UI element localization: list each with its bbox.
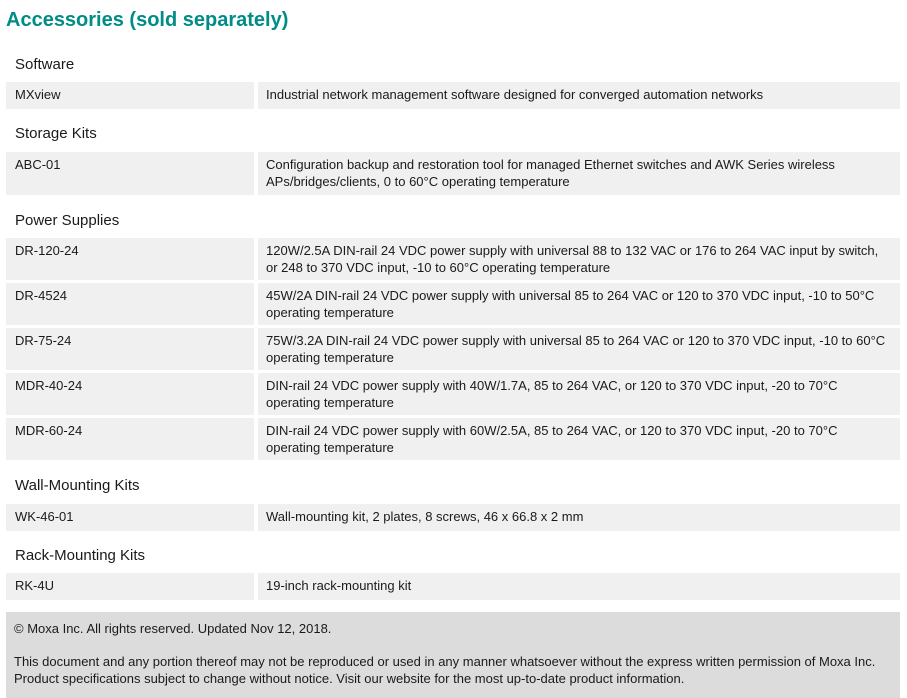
item-description: DIN-rail 24 VDC power supply with 40W/1.7A, 85 to 264 VAC, or 120 to 370 VDC input, -20 to 70°C operating temperature: [258, 373, 900, 415]
item-name: MXview: [6, 82, 254, 109]
copyright-text: © Moxa Inc. All rights reserved. Updated Nov 12, 2018.: [14, 621, 332, 636]
item-name: ABC-01: [6, 152, 254, 195]
section-heading-power-supplies: Power Supplies: [15, 212, 120, 229]
item-description: DIN-rail 24 VDC power supply with 60W/2.5A, 85 to 264 VAC, or 120 to 370 VDC input, -20 to 70°C operating temperature: [258, 418, 900, 460]
item-description: Wall-mounting kit, 2 plates, 8 screws, 46 x 66.8 x 2 mm: [258, 504, 900, 531]
item-name: DR-4524: [6, 283, 254, 325]
table-row: [6, 152, 900, 195]
table-row: [6, 328, 900, 370]
section-heading-wall-mounting-kits: Wall-Mounting Kits: [15, 477, 140, 494]
item-description: 45W/2A DIN-rail 24 VDC power supply with universal 85 to 264 VAC or 120 to 370 VDC input, -10 to 50°C operating temperature: [258, 283, 900, 325]
footer: [6, 612, 900, 698]
page-title: Accessories (sold separately): [6, 9, 289, 31]
item-name: WK-46-01: [6, 504, 254, 531]
item-description: 120W/2.5A DIN-rail 24 VDC power supply with universal 88 to 132 VAC or 176 to 264 VAC input by switch, or 248 to 370 VDC input, -10 to 60°C operating temperature: [258, 238, 900, 280]
table-row: [6, 504, 900, 531]
section-heading-software: Software: [15, 56, 75, 73]
item-description: 75W/3.2A DIN-rail 24 VDC power supply with universal 85 to 264 VAC or 120 to 370 VDC input, -10 to 60°C operating temperature: [258, 328, 900, 370]
item-description: Industrial network management software designed for converged automation networks: [258, 82, 900, 109]
table-row: [6, 238, 900, 280]
item-name: DR-120-24: [6, 238, 254, 280]
item-name: MDR-40-24: [6, 373, 254, 415]
legal-notice: This document and any portion thereof may not be reproduced or used in any manner whatsoever without the express written permission of Moxa Inc. Product specifications subject to change without notice. Visit our website for the most up-to-date product information.: [14, 654, 876, 686]
table-row: [6, 418, 900, 460]
section-heading-rack-mounting-kits: Rack-Mounting Kits: [15, 547, 146, 564]
item-description: 19-inch rack-mounting kit: [258, 573, 900, 600]
table-row: [6, 283, 900, 325]
section-heading-storage-kits: Storage Kits: [15, 125, 97, 142]
item-name: RK-4U: [6, 573, 254, 600]
item-description: Configuration backup and restoration tool for managed Ethernet switches and AWK Series wireless APs/bridges/clients, 0 to 60°C operating temperature: [258, 152, 900, 195]
item-name: DR-75-24: [6, 328, 254, 370]
table-row: [6, 373, 900, 415]
table-row: [6, 82, 900, 109]
item-name: MDR-60-24: [6, 418, 254, 460]
table-row: [6, 573, 900, 600]
